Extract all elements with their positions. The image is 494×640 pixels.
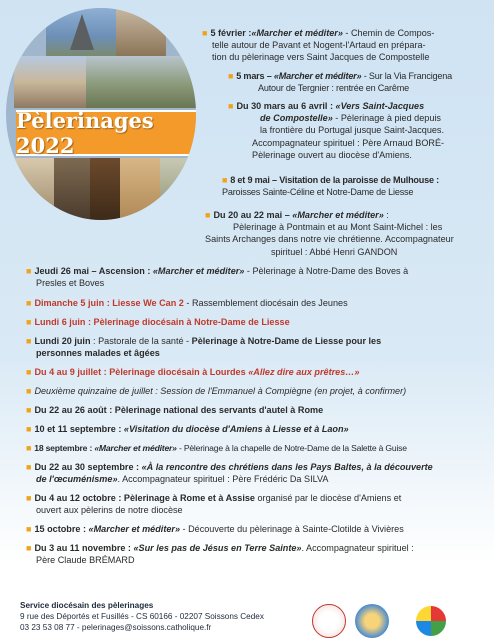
bullet-icon: ■ [202,28,208,38]
event-15: ■ Du 4 au 12 octobre : Pèlerinage à Rome et à Assise organisé par le diocèse d'Amiens et ouvert aux pèlerins de notre diocèse [26,493,402,516]
mont-saint-michel-photo [46,8,116,56]
event-13: ■ 18 septembre : «Marcher et méditer» - Pèlerinage à la chapelle de Notre-Dame de la Salette à Guise [26,443,407,453]
event-9: ■ Du 4 au 9 juillet : Pèlerinage diocésain à Lourdes «Allez dire aux prêtres…» [26,367,360,377]
bullet-icon: ■ [26,367,32,377]
bullet-icon: ■ [228,101,234,111]
statue-photo [90,158,120,220]
bullet-icon: ■ [26,336,32,346]
bullet-icon: ■ [205,210,211,220]
bullet-icon: ■ [26,298,32,308]
bullet-icon: ■ [26,266,32,276]
event-5: ■ Jeudi 26 mai – Ascension : «Marcher et méditer» - Pèlerinage à Notre-Dame des Boves à Presles et Boves [26,266,409,289]
bullet-icon: ■ [26,317,32,327]
pilgrim-photo [116,8,166,56]
diocese-logo [312,604,346,638]
pilgrimage-logo [355,604,389,638]
page-title: Pèlerinages 2022 [16,108,154,158]
event-6: ■ Dimanche 5 juin : Liesse We Can 2 - Rassemblement diocésain des Jeunes [26,298,348,308]
footer-title: Service diocésain des pèlerinages [20,601,154,610]
bullet-icon: ■ [26,443,32,453]
event-3: ■ 8 et 9 mai – Visitation de la paroisse de Mulhouse : Paroisses Sainte-Céline et Notre-Dame de Liesse [222,175,440,198]
chapel-photo [160,158,196,220]
event-10: ■ Deuxième quinzaine de juillet : Session de l'Emmanuel à Compiègne (en projet, à confirmer) [26,386,407,396]
bullet-icon: ■ [26,424,32,434]
footer-contact: 03 23 53 08 77 - pelerinages@soissons.catholique.fr [20,623,212,632]
stained-glass-photo [54,158,90,220]
bullet-icon: ■ [26,524,32,534]
cathedral-photo [14,56,86,108]
event-12: ■ 10 et 11 septembre : «Visitation du diocèse d'Amiens à Liesse et à Laon» [26,424,349,434]
footer-address: 9 rue des Déportés et Fusillés - CS 60166 - 02207 Soissons Cedex [20,612,264,621]
event-11: ■ Du 22 au 26 août : Pèlerinage national des servants d'autel à Rome [26,405,324,415]
service-logo [414,604,448,638]
event-16: ■ 15 octobre : «Marcher et méditer» - Découverte du pèlerinage à Sainte-Clotilde à Vivières [26,524,404,534]
pilgrims-group-photo [86,56,196,108]
event-1: ■ 5 mars – «Marcher et méditer» - Sur la Via Francigena Autour de Tergnier : rentrée en Carême [228,71,452,94]
footer [20,600,264,633]
event-17: ■ Du 3 au 11 novembre : «Sur les pas de Jésus en Terre Sainte». Accompagnateur spirituel : Père Claude BRÉMARD [26,543,414,566]
bullet-icon: ■ [26,543,32,553]
bullet-icon: ■ [228,71,234,81]
bullet-icon: ■ [26,493,32,503]
bullet-icon: ■ [26,386,32,396]
amiens-cathedral-photo [6,158,54,220]
event-8: ■ Lundi 20 juin : Pastorale de la santé - Pèlerinage à Notre-Dame de Liesse pour les personnes malades et âgées [26,336,382,359]
title-banner [16,110,196,156]
bullet-icon: ■ [26,462,32,472]
event-2: ■ Du 30 mars au 6 avril : «Vers Saint-Jacques de Compostelle» - Pèlerinage à pied depuis la frontière du Portugal jusque Saint-Jacques. Accompagnateur spirituel : Père Arnaud BORÉ- Pèlerinage ouvert au diocèse d'Amiens. [228,101,445,160]
event-14: ■ Du 22 au 30 septembre : «À la rencontre des chrétiens dans les Pays Baltes, à la découverte de l'œcuménisme». Accompagnateur spirituel : Père Frédéric Da SILVA [26,462,433,485]
event-7: ■ Lundi 6 juin : Pèlerinage diocésain à Notre-Dame de Liesse [26,317,290,327]
event-0: ■ 5 février :«Marcher et méditer» - Chemin de Compos- telle autour de Pavant et Nogent-l'Artaud en prépara- tion du pèlerinage vers Saint Jacques de Compostelle [202,28,435,63]
event-4: ■ Du 20 au 22 mai – «Marcher et méditer» : Pèlerinage à Pontmain et au Mont Saint-Michel : les Saints Archanges dans notre vie chrétienne. Accompagnateur spirituel : Abbé Henri GANDON [205,210,454,257]
bullet-icon: ■ [26,405,32,415]
jerusalem-photo [120,158,160,220]
photo-collage [6,8,196,220]
bullet-icon: ■ [222,175,228,185]
